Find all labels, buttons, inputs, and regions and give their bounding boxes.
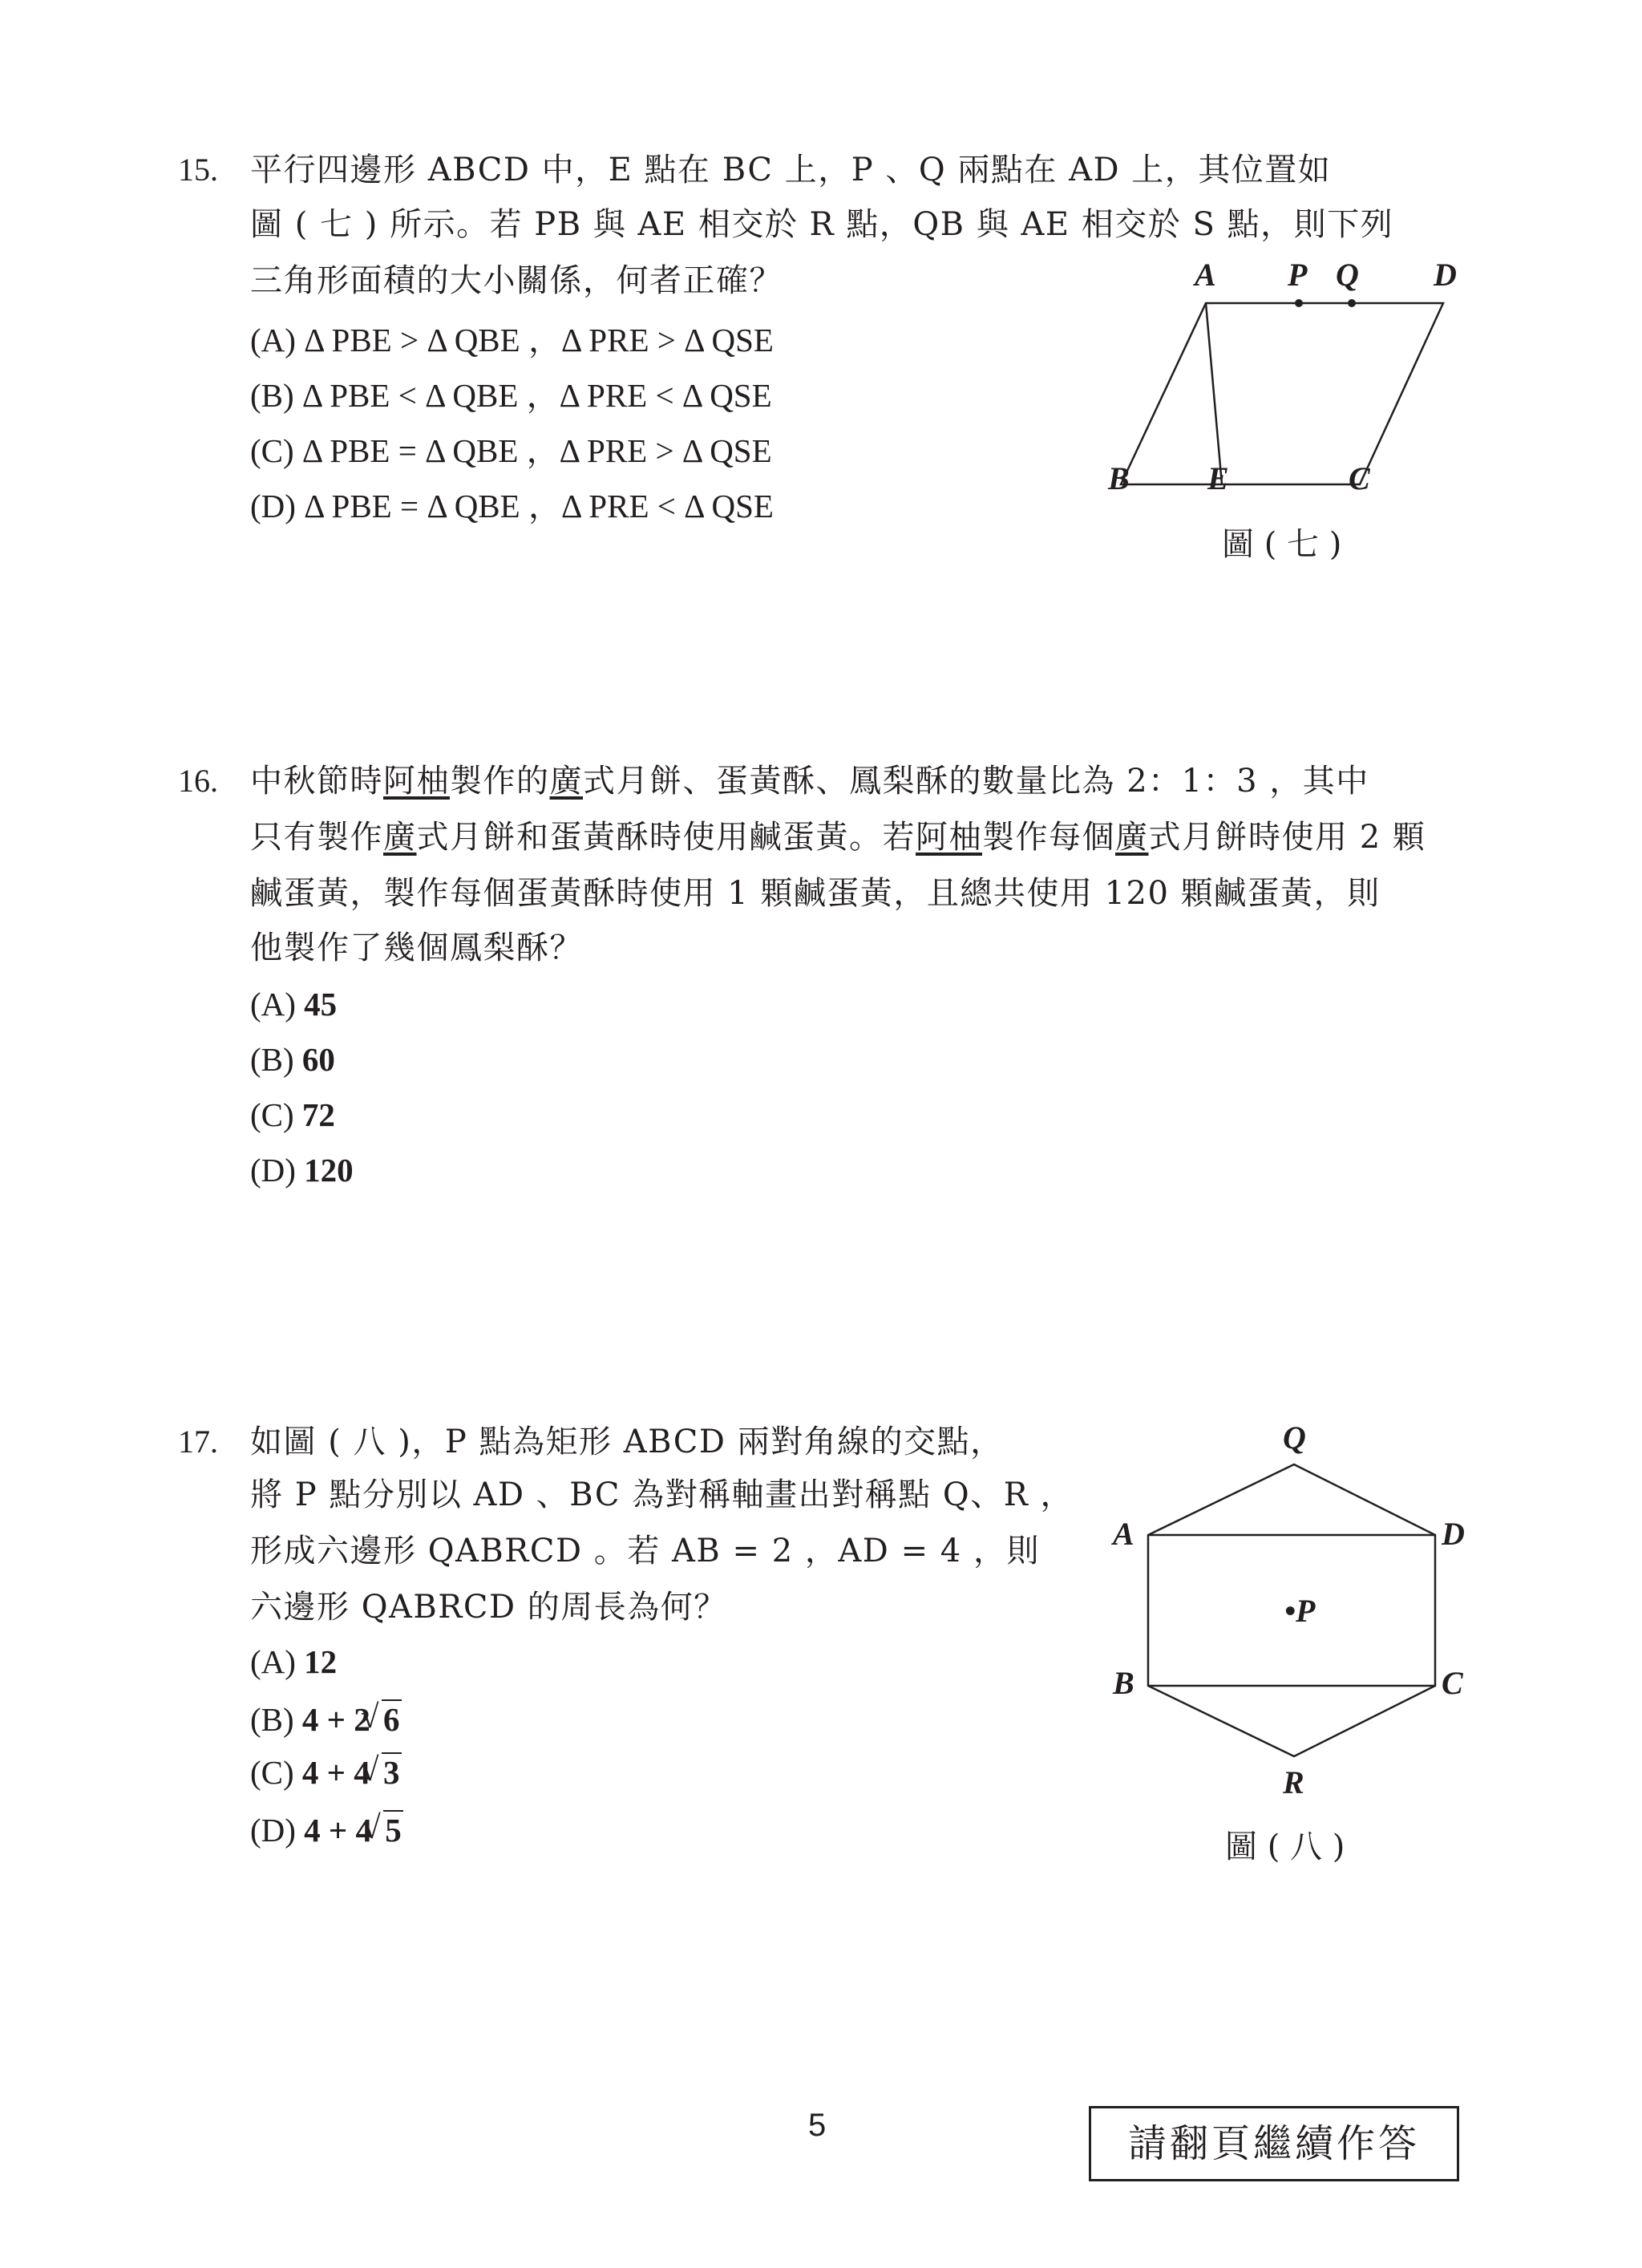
figure-7-caption: 圖 ( 七 ) [1222, 526, 1342, 563]
label-a: A [1195, 257, 1216, 293]
question-15-number: 15. [178, 152, 218, 188]
question-15-option-d[interactable]: (D) Δ PBE = Δ QBE ，Δ PRE < Δ QSE [250, 488, 774, 524]
question-15-option-b[interactable]: (B) Δ PBE < Δ QBE ，Δ PRE < Δ QSE [250, 377, 772, 414]
question-17-line-3: 形成六邊形 QABRCD 。若 AB = 2 ，AD = 4 ，則 [250, 1533, 1040, 1569]
question-16-line-4: 他製作了幾個鳳梨酥？ [250, 929, 583, 966]
label-b: B [1108, 460, 1130, 496]
question-16-number: 16. [178, 763, 218, 799]
label-q: Q [1336, 257, 1359, 293]
label-d: D [1442, 1516, 1465, 1552]
question-15-option-c[interactable]: (C) Δ PBE = Δ QBE ，Δ PRE > Δ QSE [250, 432, 772, 469]
name-a-you: 阿柚 [383, 763, 450, 800]
question-16-option-b[interactable]: (B) 60 [250, 1041, 335, 1078]
question-17-option-a[interactable]: (A) 12 [250, 1643, 338, 1680]
question-17-number: 17. [178, 1424, 218, 1460]
question-16-option-d[interactable]: (D) 120 [250, 1152, 354, 1189]
question-17-option-c[interactable]: (C) 4 + 4 √ 3 [250, 1752, 402, 1793]
question-16-option-c[interactable]: (C) 72 [250, 1096, 335, 1133]
sqrt-symbol: √ 5 [380, 1809, 403, 1851]
label-b: B [1113, 1665, 1134, 1701]
question-17-line-1: 如圖 ( 八 )，P 點為矩形 ABCD 兩對角線的交點， [250, 1424, 1004, 1460]
question-17-line-4: 六邊形 QABRCD 的周長為何？ [250, 1589, 727, 1626]
label-r: R [1283, 1764, 1304, 1800]
figure-8-caption: 圖 ( 八 ) [1225, 1829, 1345, 1865]
question-15-line-1: 平行四邊形 ABCD 中，E 點在 BC 上，P 、Q 兩點在 AD 上，其位置如 [250, 152, 1332, 188]
question-15-option-a[interactable]: (A) Δ PBE > Δ QBE ，Δ PRE > Δ QSE [250, 322, 774, 358]
label-c: C [1349, 460, 1370, 496]
sqrt-symbol: √ 6 [378, 1699, 402, 1740]
point-q-dot [1348, 299, 1356, 307]
figure-7-parallelogram [1098, 257, 1483, 513]
question-16-line-2: 只有製作廣式月餅和蛋黃酥時使用鹹蛋黃。若阿柚製作每個廣式月餅時使用 2 顆 [250, 819, 1426, 856]
page-number: 5 [808, 2108, 827, 2143]
question-17-line-2: 將 P 點分別以 AD 、BC 為對稱軸畫出對稱點 Q、R ， [250, 1476, 1074, 1513]
continue-note-box: 請翻頁繼續作答 [1089, 2106, 1459, 2181]
label-p: •P [1284, 1593, 1316, 1629]
question-17-option-b[interactable]: (B) 4 + 2 √ 6 [250, 1699, 402, 1740]
point-p-dot [1295, 299, 1303, 307]
figure-8-hexagon [1098, 1411, 1483, 1812]
label-a: A [1113, 1516, 1134, 1552]
question-17-option-d[interactable]: (D) 4 + 4 √ 5 [250, 1809, 403, 1851]
question-16-option-a[interactable]: (A) 45 [250, 986, 338, 1023]
label-q: Q [1283, 1420, 1306, 1456]
label-d: D [1434, 257, 1457, 293]
label-c: C [1442, 1665, 1463, 1701]
label-p: P [1288, 257, 1308, 293]
question-16-line-3: 鹹蛋黃，製作每個蛋黃酥時使用 1 顆鹹蛋黃，且總共使用 120 顆鹹蛋黃，則 [250, 875, 1381, 912]
label-e: E [1207, 460, 1229, 496]
question-15-line-2: 圖 ( 七 ) 所示。若 PB 與 AE 相交於 R 點，QB 與 AE 相交於 S 點，則下列 [250, 206, 1394, 243]
question-15-line-3: 三角形面積的大小關係，何者正確？ [250, 262, 783, 299]
sqrt-symbol: √ 3 [378, 1752, 402, 1793]
question-16-line-1: 中秋節時阿柚製作的廣式月餅、蛋黃酥、鳳梨酥的數量比為 2：1：3 ，其中 [250, 763, 1369, 800]
